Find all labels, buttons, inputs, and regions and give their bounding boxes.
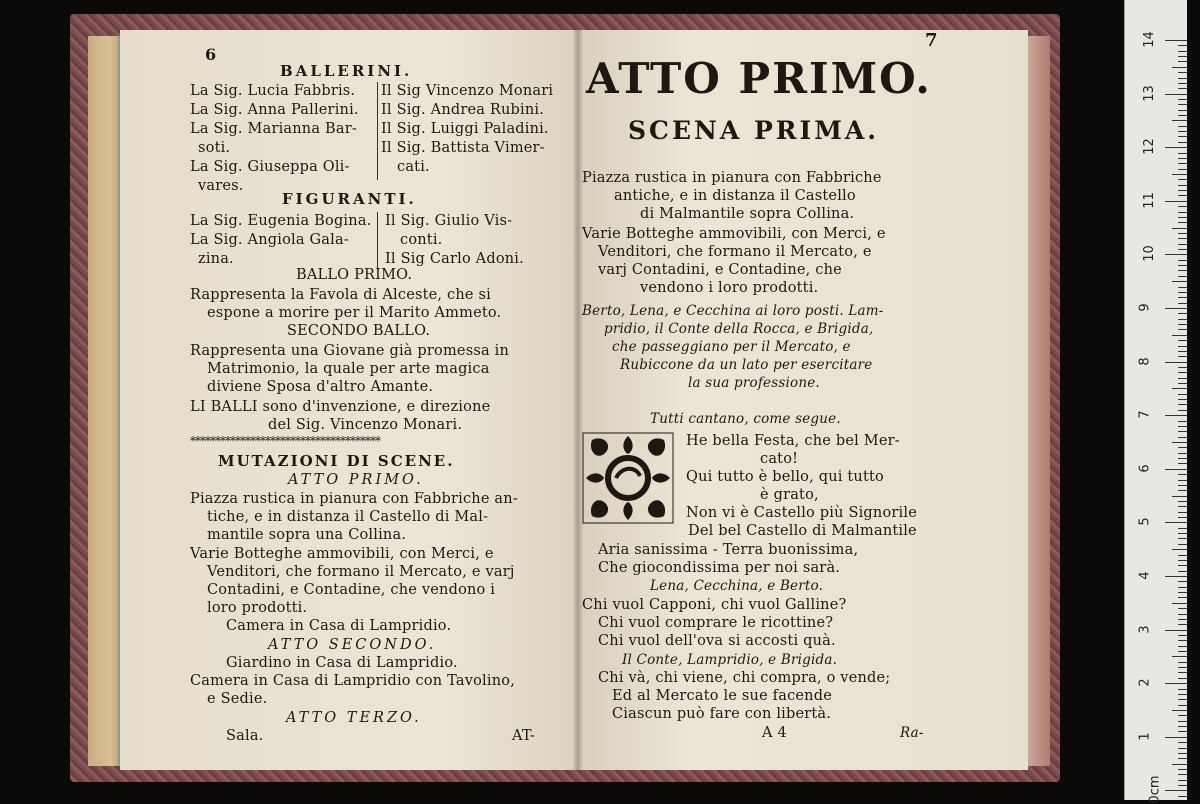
ruler-tick bbox=[1178, 88, 1187, 89]
ruler-tick bbox=[1178, 614, 1187, 615]
ruler-tick bbox=[1178, 163, 1187, 164]
ruler-tick bbox=[1178, 136, 1187, 137]
ruler-tick bbox=[1178, 592, 1187, 593]
ruler-tick bbox=[1178, 678, 1187, 679]
ruler-tick bbox=[1178, 447, 1187, 448]
ruler-tick bbox=[1178, 169, 1187, 170]
ruler-tick bbox=[1178, 431, 1187, 432]
ruler-tick bbox=[1165, 683, 1187, 684]
setting-line-5: Venditori, che formano il Mercato, e bbox=[598, 244, 872, 260]
ruler-tick bbox=[1178, 372, 1187, 373]
ruler-tick bbox=[1178, 699, 1187, 700]
ruler-tick bbox=[1165, 415, 1187, 416]
ruler-tick bbox=[1178, 313, 1187, 314]
ruler-tick bbox=[1165, 40, 1187, 41]
ap-line-7: loro prodotti. bbox=[207, 600, 308, 616]
verse3-line-1: Chi vuol Capponi, chi vuol Galline? bbox=[582, 597, 847, 613]
ruler-tick bbox=[1165, 254, 1187, 255]
ruler-tick bbox=[1178, 378, 1187, 379]
ruler-number: 3 bbox=[1137, 624, 1153, 634]
ruler-tick bbox=[1178, 233, 1187, 234]
ruler-tick bbox=[1178, 635, 1187, 636]
ruler-tick bbox=[1172, 710, 1187, 711]
ruler-tick bbox=[1178, 110, 1187, 111]
ruler-tick bbox=[1178, 142, 1187, 143]
ruler-tick bbox=[1178, 490, 1187, 491]
ruler-tick bbox=[1178, 346, 1187, 347]
page-number-left: 6 bbox=[205, 45, 217, 64]
ruler-tick bbox=[1165, 308, 1187, 309]
verse1-line-6: Del bel Castello di Malmantile bbox=[688, 523, 917, 539]
verse3-line-2: Chi vuol comprare le ricottine? bbox=[598, 615, 834, 631]
ruler-tick bbox=[1178, 179, 1187, 180]
ruler-tick bbox=[1178, 480, 1187, 481]
ruler-tick bbox=[1178, 404, 1187, 405]
singers-3: Il Conte, Lampridio, e Brigida. bbox=[622, 652, 838, 668]
ruler-tick bbox=[1178, 624, 1187, 625]
giardino: Giardino in Casa di Lampridio. bbox=[226, 655, 458, 671]
ruler-tick bbox=[1178, 356, 1187, 357]
ruler-number: 5 bbox=[1137, 517, 1153, 527]
secondo-ballo-line-1: Rappresenta una Giovane già promessa in bbox=[190, 343, 510, 359]
verse2-line-1: Aria sanissima - Terra buonissima, bbox=[598, 542, 859, 558]
ruler-number: 13 bbox=[1141, 84, 1157, 102]
ruler-tick bbox=[1178, 453, 1187, 454]
ruler-tick bbox=[1178, 99, 1187, 100]
ruler-tick bbox=[1178, 78, 1187, 79]
ruler-number: 9 bbox=[1137, 303, 1153, 312]
ruler-tick bbox=[1178, 672, 1187, 673]
ruler-tick bbox=[1178, 731, 1187, 732]
verse1-line-4: è grato, bbox=[760, 487, 819, 503]
ruler-tick bbox=[1178, 528, 1187, 529]
ruler-tick bbox=[1178, 45, 1187, 46]
ruler-tick bbox=[1178, 715, 1187, 716]
figurant-f-1: La Sig. Eugenia Bogina. bbox=[190, 213, 372, 229]
balli-line-2: del Sig. Vincenzo Monari. bbox=[268, 417, 463, 433]
ruler-tick bbox=[1178, 753, 1187, 754]
page-number-right: 7 bbox=[925, 30, 938, 51]
ruler-number: 8 bbox=[1137, 356, 1153, 366]
ruler-tick bbox=[1178, 544, 1187, 545]
balli-line-1: LI BALLI sono d'invenzione, e direzione bbox=[190, 399, 491, 415]
ruler-tick bbox=[1178, 796, 1187, 797]
ruler-tick bbox=[1178, 212, 1187, 213]
ruler-tick bbox=[1178, 131, 1187, 132]
ruler-number: 1 bbox=[1137, 732, 1153, 741]
ruler-tick bbox=[1178, 651, 1187, 652]
secondo-ballo-line-3: diviene Sposa d'altro Amante. bbox=[207, 379, 434, 395]
ruler-tick bbox=[1178, 512, 1187, 513]
ruler-tick bbox=[1178, 485, 1187, 486]
dancer-m-1: Il Sig Vincenzo Monari bbox=[381, 83, 554, 99]
ruler-tick bbox=[1178, 646, 1187, 647]
ruler-tick bbox=[1178, 83, 1187, 84]
ruler-tick bbox=[1178, 115, 1187, 116]
ruler-tick bbox=[1178, 571, 1187, 572]
ruler-tick bbox=[1165, 737, 1187, 738]
dancer-f-4b: vares. bbox=[198, 178, 244, 194]
ruler-tick bbox=[1165, 522, 1187, 523]
setting-line-4: Varie Botteghe ammovibili, con Merci, e bbox=[582, 226, 886, 242]
ruler-tick bbox=[1165, 469, 1187, 470]
act-title: ATTO PRIMO. bbox=[586, 54, 932, 103]
ruler-tick bbox=[1178, 340, 1187, 341]
signature-mark: A 4 bbox=[762, 725, 787, 741]
ap-line-5: Venditori, che formano il Mercato, e varj bbox=[207, 564, 515, 580]
camera-1: Camera in Casa di Lampridio. bbox=[226, 618, 452, 634]
ruler-tick bbox=[1178, 463, 1187, 464]
ruler-tick bbox=[1178, 474, 1187, 475]
ruler-tick bbox=[1172, 549, 1187, 550]
ruler-tick bbox=[1178, 297, 1187, 298]
page-edges-right bbox=[1028, 36, 1050, 766]
figurant-f-2: La Sig. Angiola Gala- bbox=[190, 232, 349, 248]
sala: Sala. bbox=[226, 728, 264, 744]
ruler-tick bbox=[1178, 217, 1187, 218]
verse1-line-5: Non vi è Castello più Signorile bbox=[686, 505, 917, 521]
ruler-tick bbox=[1178, 721, 1187, 722]
dancer-m-3: Il Sig. Luiggi Paladini. bbox=[381, 121, 549, 137]
column-divider-1 bbox=[377, 82, 378, 180]
figurant-m-1: Il Sig. Giulio Vis- bbox=[385, 213, 513, 229]
ruler-tick bbox=[1165, 147, 1187, 148]
ruler-tick bbox=[1178, 195, 1187, 196]
dancer-f-4: La Sig. Giuseppa Oli- bbox=[190, 159, 350, 175]
ruler-tick bbox=[1178, 383, 1187, 384]
ruler-tick bbox=[1172, 388, 1187, 389]
ruler-tick bbox=[1178, 260, 1187, 261]
ruler-number: 0cm bbox=[1147, 775, 1163, 804]
ruler-tick bbox=[1178, 238, 1187, 239]
ruler-tick bbox=[1178, 158, 1187, 159]
scene-title: SCENA PRIMA. bbox=[628, 116, 880, 145]
ruler-tick bbox=[1178, 619, 1187, 620]
ruler-tick bbox=[1178, 206, 1187, 207]
ruler-tick bbox=[1172, 120, 1187, 121]
ap-line-1: Piazza rustica in pianura con Fabbriche an- bbox=[190, 491, 518, 507]
star-divider: ************************************** bbox=[190, 434, 380, 448]
stage-dir-4: Rubiccone da un lato per esercitare bbox=[620, 357, 873, 373]
ruler-tick bbox=[1178, 742, 1187, 743]
verse2-line-2: Che giocondissima per noi sarà. bbox=[598, 560, 841, 576]
ruler-tick bbox=[1178, 597, 1187, 598]
ruler-tick bbox=[1178, 769, 1187, 770]
stage-dir-2: pridio, il Conte della Rocca, e Brigida, bbox=[604, 321, 874, 337]
ruler-tick bbox=[1178, 421, 1187, 422]
ruler-number: 12 bbox=[1141, 138, 1157, 155]
ballo-primo-line-2: espone a morire per il Marito Ammeto. bbox=[207, 305, 502, 321]
ruler-tick bbox=[1178, 329, 1187, 330]
ruler-tick bbox=[1178, 351, 1187, 352]
ruler-tick bbox=[1178, 61, 1187, 62]
ruler-tick bbox=[1178, 399, 1187, 400]
camera-2-line-2: e Sedie. bbox=[207, 691, 268, 707]
ruler-tick bbox=[1178, 517, 1187, 518]
ruler-tick bbox=[1172, 764, 1187, 765]
stage-dir-1: Berto, Lena, e Cecchina ai loro posti. Lam- bbox=[582, 303, 884, 319]
ruler-tick bbox=[1178, 244, 1187, 245]
ruler-tick bbox=[1172, 228, 1187, 229]
ruler-tick bbox=[1178, 319, 1187, 320]
ruler-tick bbox=[1178, 222, 1187, 223]
secondo-ballo-line-2: Matrimonio, la quale per arte magica bbox=[207, 361, 490, 377]
ballo-primo-line-1: Rappresenta la Favola di Alceste, che si bbox=[190, 287, 491, 303]
heading-ballerini: BALLERINI. bbox=[280, 62, 413, 80]
heading-figuranti: FIGURANTI. bbox=[282, 190, 417, 208]
heading-atto-secondo-left: ATTO SECONDO. bbox=[268, 637, 437, 653]
ruler-tick bbox=[1172, 442, 1187, 443]
ruler-tick bbox=[1165, 362, 1187, 363]
ruler-tick bbox=[1178, 126, 1187, 127]
ruler-tick bbox=[1178, 190, 1187, 191]
ruler-tick bbox=[1178, 265, 1187, 266]
ruler-tick bbox=[1178, 270, 1187, 271]
ruler-tick bbox=[1172, 603, 1187, 604]
ruler-tick bbox=[1178, 426, 1187, 427]
singers-2: Lena, Cecchina, e Berto. bbox=[650, 578, 824, 594]
verse4-line-2: Ed al Mercato le sue facende bbox=[612, 688, 832, 704]
heading-atto-terzo-left: ATTO TERZO. bbox=[286, 710, 422, 726]
setting-line-2: antiche, e in distanza il Castello bbox=[614, 188, 856, 204]
dancer-f-3: La Sig. Marianna Bar- bbox=[190, 121, 357, 137]
setting-line-3: di Malmantile sopra Collina. bbox=[640, 206, 855, 222]
ruler-tick bbox=[1178, 437, 1187, 438]
ruler-tick bbox=[1178, 104, 1187, 105]
dancer-f-2: La Sig. Anna Pallerini. bbox=[190, 102, 359, 118]
heading-atto-primo-left: ATTO PRIMO. bbox=[288, 472, 424, 488]
ruler-tick bbox=[1178, 458, 1187, 459]
ap-line-6: Contadini, e Contadine, che vendono i bbox=[207, 582, 496, 598]
ruler-tick bbox=[1178, 56, 1187, 57]
figurant-m-1b: conti. bbox=[400, 232, 443, 248]
dancer-f-1: La Sig. Lucia Fabbris. bbox=[190, 83, 356, 99]
ruler-tick bbox=[1178, 581, 1187, 582]
tutti-cantano: Tutti cantano, come segue. bbox=[650, 411, 841, 427]
heading-mutazioni: MUTAZIONI DI SCENE. bbox=[218, 452, 455, 470]
ruler-tick bbox=[1165, 576, 1187, 577]
ruler-tick bbox=[1178, 774, 1187, 775]
ruler-tick bbox=[1178, 689, 1187, 690]
ruler-tick bbox=[1178, 705, 1187, 706]
ruler-tick bbox=[1165, 201, 1187, 202]
ruler-tick bbox=[1172, 67, 1187, 68]
figurant-f-2b: zina. bbox=[198, 251, 234, 267]
ruler-tick bbox=[1178, 292, 1187, 293]
ruler-tick bbox=[1165, 94, 1187, 95]
ap-line-4: Varie Botteghe ammovibili, con Merci, e bbox=[190, 546, 494, 562]
ruler-tick bbox=[1178, 538, 1187, 539]
ornament-initial-icon bbox=[582, 432, 674, 524]
ruler-tick bbox=[1178, 640, 1187, 641]
ruler-tick bbox=[1178, 276, 1187, 277]
ap-line-2: tiche, e in distanza il Castello di Mal- bbox=[207, 509, 489, 525]
ruler-tick bbox=[1178, 287, 1187, 288]
ruler-number: 2 bbox=[1137, 678, 1153, 687]
ruler-tick bbox=[1178, 555, 1187, 556]
verse1-line-2: cato! bbox=[760, 451, 799, 467]
ruler-tick bbox=[1178, 565, 1187, 566]
ruler-tick bbox=[1178, 560, 1187, 561]
camera-2-line-1: Camera in Casa di Lampridio con Tavolino, bbox=[190, 673, 515, 689]
ruler-tick bbox=[1178, 394, 1187, 395]
ruler-tick bbox=[1178, 324, 1187, 325]
ruler-tick bbox=[1178, 249, 1187, 250]
ruler-number: 4 bbox=[1137, 571, 1153, 580]
verse1-line-1: He bella Festa, che bel Mer- bbox=[686, 433, 900, 449]
ruler-tick bbox=[1178, 506, 1187, 507]
ruler-tick bbox=[1172, 335, 1187, 336]
dancer-m-4: Il Sig. Battista Vimer- bbox=[381, 140, 545, 156]
stage-dir-3: che passeggiano per il Mercato, e bbox=[612, 339, 851, 355]
setting-line-6: varj Contadini, e Contadine, che bbox=[598, 262, 842, 278]
ruler-number: 14 bbox=[1141, 31, 1157, 48]
catchword-right: Ra- bbox=[900, 725, 924, 741]
ruler-tick bbox=[1178, 533, 1187, 534]
ruler-tick bbox=[1178, 72, 1187, 73]
ruler-tick bbox=[1178, 410, 1187, 411]
ap-line-3: mantile sopra una Collina. bbox=[207, 527, 407, 543]
dancer-m-2: Il Sig. Andrea Rubini. bbox=[381, 102, 545, 118]
ruler-tick bbox=[1178, 758, 1187, 759]
ruler-number: 10 bbox=[1141, 245, 1157, 263]
heading-secondo-ballo: SECONDO BALLO. bbox=[287, 323, 431, 339]
ruler-tick bbox=[1178, 501, 1187, 502]
ruler-number: 6 bbox=[1137, 464, 1153, 473]
ruler-tick bbox=[1178, 748, 1187, 749]
verse3-line-3: Chi vuol dell'ova si accosti quà. bbox=[598, 633, 836, 649]
dancer-m-4b: cati. bbox=[397, 159, 430, 175]
dancer-f-3b: soti. bbox=[198, 140, 231, 156]
heading-ballo-primo: BALLO PRIMO. bbox=[296, 267, 413, 283]
ruler-number: 11 bbox=[1141, 192, 1157, 209]
ruler-tick bbox=[1178, 51, 1187, 52]
book-gutter bbox=[573, 30, 583, 770]
ruler-tick bbox=[1178, 662, 1187, 663]
ruler-tick bbox=[1178, 153, 1187, 154]
verse4-line-3: Ciascun può fare con libertà. bbox=[612, 706, 832, 722]
ruler-tick bbox=[1178, 185, 1187, 186]
ruler-tick bbox=[1178, 608, 1187, 609]
catchword-left: AT- bbox=[512, 728, 535, 744]
ruler-tick bbox=[1178, 667, 1187, 668]
ruler-tick bbox=[1178, 587, 1187, 588]
ruler-number: 7 bbox=[1137, 410, 1153, 419]
stage-dir-5: la sua professione. bbox=[688, 375, 820, 391]
column-divider-2 bbox=[377, 212, 378, 268]
verse1-line-3: Qui tutto è bello, qui tutto bbox=[686, 469, 884, 485]
ruler-tick bbox=[1172, 496, 1187, 497]
setting-line-7: vendono i loro prodotti. bbox=[640, 280, 819, 296]
cm-ruler bbox=[1124, 0, 1187, 804]
ruler-tick bbox=[1172, 281, 1187, 282]
ruler-tick bbox=[1178, 694, 1187, 695]
ruler-tick bbox=[1178, 785, 1187, 786]
ruler-tick bbox=[1178, 726, 1187, 727]
figurant-m-2: Il Sig Carlo Adoni. bbox=[385, 251, 524, 267]
verse4-line-1: Chi và, chi viene, chi compra, o vende; bbox=[598, 670, 891, 686]
ruler-tick bbox=[1165, 630, 1187, 631]
ruler-tick bbox=[1165, 790, 1187, 791]
ruler-tick bbox=[1172, 656, 1187, 657]
setting-line-1: Piazza rustica in pianura con Fabbriche bbox=[582, 170, 882, 186]
ruler-tick bbox=[1178, 303, 1187, 304]
ruler-tick bbox=[1178, 367, 1187, 368]
ruler-tick bbox=[1178, 780, 1187, 781]
ruler-tick bbox=[1172, 174, 1187, 175]
